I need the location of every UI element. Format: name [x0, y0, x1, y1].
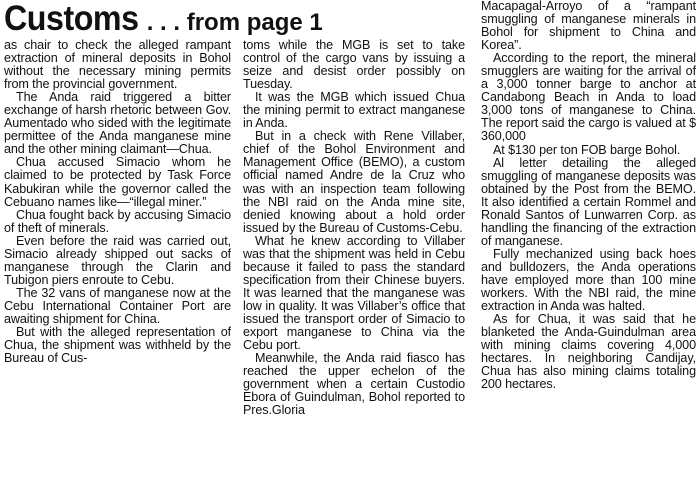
- article-column-1: [4, 39, 231, 495]
- paragraph: Even before the raid was carried out, Simacio already shipped out sacks of manganese through the Clarin and Tubigon piers enroute to Cebu.: [4, 233, 231, 287]
- paragraph: as chair to check the alleged rampant extraction of mineral deposits in Bohol without the necessary mining permits from the provincial government.: [4, 39, 231, 92]
- paragraph: But in a check with Rene Villaber, chief of the Bohol Environment and Management Office (BEMO), a custom official named Andre de la Cruz who was with an inspection team following the NBI raid on the Anda mine site, denied knowing about a hold order issued by the Bureau of Customs-Cebu.: [243, 129, 465, 235]
- paragraph: Chua accused Simacio whom he claimed to be protected by Task Force Kabukiran while the governor called the Cebuano names like—“illegal miner.”: [4, 155, 231, 209]
- paragraph: It was the MGB which issued Chua the mining permit to extract manganese in Anda.: [243, 90, 465, 131]
- paragraph: What he knew according to Villaber was that the shipment was held in Cebu because it failed to pass the standard specification from their Chinese buyers. It was learned that the manganese was low in quality. It was Villaber’s office that issued the transport order of Simacio to export manganese to China via the Cebu port.: [243, 233, 465, 353]
- headline-title: Customs: [4, 0, 139, 38]
- paragraph: Fully mechanized using back hoes and bulldozers, the Anda operations have employed more than 100 mine workers. With the NBI raid, the mine extraction in Anda was halted.: [481, 246, 696, 314]
- paragraph: The Anda raid triggered a bitter exchange of harsh rhetoric between Gov. Aumentado who sided with the legitimate permittee of the Anda manganese mine and the other mining claimant—Chua.: [4, 90, 231, 157]
- paragraph: Chua fought back by accusing Simacio of theft of minerals.: [4, 207, 231, 235]
- paragraph: According to the report, the mineral smugglers are waiting for the arrival of a 3,000 tonner barge to anchor at Candabong Beach in Anda to load 3,000 tons of manganese to China. The report said the cargo is valued at $ 360,000: [481, 51, 696, 144]
- paragraph: As for Chua, it was said that he blanketed the Anda-Guindulman area with mining claims covering 4,000 hectares. In neighboring Candijay, Chua has also mining claims totaling 200 hectares.: [481, 312, 696, 392]
- article-column-2: [243, 39, 465, 495]
- paragraph: Meanwhile, the Anda raid fiasco has reached the upper echelon of the government when a certain Custodio Ebora of Guindulman, Bohol reported to Pres.Gloria: [243, 351, 465, 418]
- paragraph: At $130 per ton FOB barge Bohol.: [493, 142, 681, 157]
- headline: [4, 0, 474, 38]
- paragraph: The 32 vans of manganese now at the Cebu International Container Port are awaiting shipment for China.: [4, 285, 231, 326]
- paragraph: Macapagal-Arroyo of a “rampant smuggling of manganese minerals in Bohol for shipment to China and Korea”.: [481, 0, 696, 53]
- headline-subtitle: . . . from page 1: [146, 9, 323, 36]
- paragraph: toms while the MGB is set to take control of the cargo vans by issuing a seize and desist order possibly on Tuesday.: [243, 39, 465, 92]
- paragraph: But with the alleged representation of Chua, the shipment was withheld by the Bureau of Cus-: [4, 325, 231, 366]
- article-column-3: [481, 0, 696, 495]
- paragraph: Al letter detailing the alleged smuggling of manganese deposits was obtained by the Post from the BEMO. It also identified a certain Rommel and Ronald Santos of Lunwarren Corp. as handling the financing of the extraction of manganese.: [481, 155, 696, 248]
